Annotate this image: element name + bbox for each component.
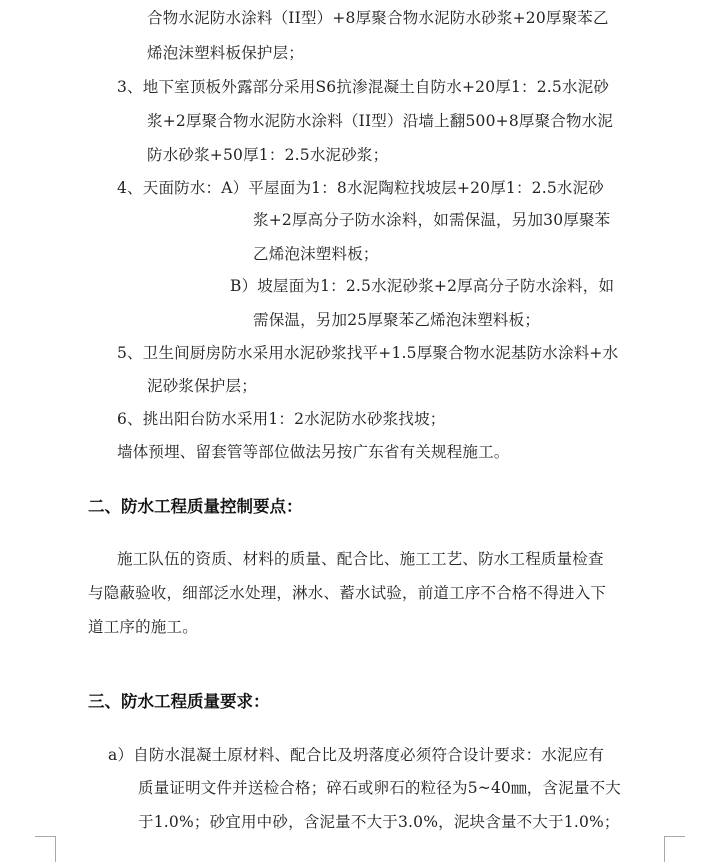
text-line: 浆+2厚聚合物水泥防水涂料（II型）沿墙上翻500+8厚聚合物水泥 xyxy=(147,112,614,130)
text-line: 与隐蔽验收，细部泛水处理，淋水、蓄水试验，前道工序不合格不得进入下 xyxy=(88,584,607,602)
text-line: 合物水泥防水涂料（II型）+8厚聚合物水泥防水砂浆+20厚聚苯乙 xyxy=(147,9,609,27)
text-line: 乙烯泡沫塑料板； xyxy=(253,245,379,263)
text-line: 需保温，另加25厚聚苯乙烯泡沫塑料板； xyxy=(253,311,541,329)
text-line: 泥砂浆保护层； xyxy=(147,377,257,395)
text-line: 6、挑出阳台防水采用1：2水泥防水砂浆找坡； xyxy=(117,410,446,428)
crop-mark xyxy=(664,836,685,837)
text-line: 于1.0%；砂宜用中砂，含泥量不大于3.0%，泥块含量不大于1.0%； xyxy=(138,813,620,831)
crop-mark xyxy=(35,836,56,837)
crop-mark xyxy=(664,836,665,862)
section-heading-3: 三、防水工程质量要求： xyxy=(88,692,270,711)
text-line: 墙体预埋、留套管等部位做法另按广东省有关规程施工。 xyxy=(117,443,510,461)
text-line: 道工序的施工。 xyxy=(88,618,198,636)
section-heading-2: 二、防水工程质量控制要点： xyxy=(88,497,303,516)
text-line: B）坡屋面为1：2.5水泥砂浆+2厚高分子防水涂料，如 xyxy=(230,277,615,295)
text-line: a）自防水混凝土原材料、配合比及坍落度必须符合设计要求：水泥应有 xyxy=(108,746,605,764)
text-line: 5、卫生间厨房防水采用水泥砂浆找平+1.5厚聚合物水泥基防水涂料+水 xyxy=(117,344,619,362)
text-line: 烯泡沫塑料板保护层； xyxy=(147,44,305,62)
text-line: 防水砂浆+50厚1：2.5水泥砂浆； xyxy=(147,146,389,164)
text-line: 施工队伍的资质、材料的质量、配合比、施工工艺、防水工程质量检查 xyxy=(117,550,604,568)
text-line: 3、地下室顶板外露部分采用S6抗渗混凝土自防水+20厚1：2.5水泥砂 xyxy=(117,78,610,96)
text-line: 4、天面防水：A）平屋面为1：8水泥陶粒找坡层+20厚1：2.5水泥砂 xyxy=(117,179,605,197)
text-line: 浆+2厚高分子防水涂料，如需保温，另加30厚聚苯 xyxy=(253,211,611,229)
crop-mark xyxy=(55,836,56,862)
text-line: 质量证明文件并送检合格；碎石或卵石的粒径为5~40㎜，含泥量不大 xyxy=(138,779,621,797)
